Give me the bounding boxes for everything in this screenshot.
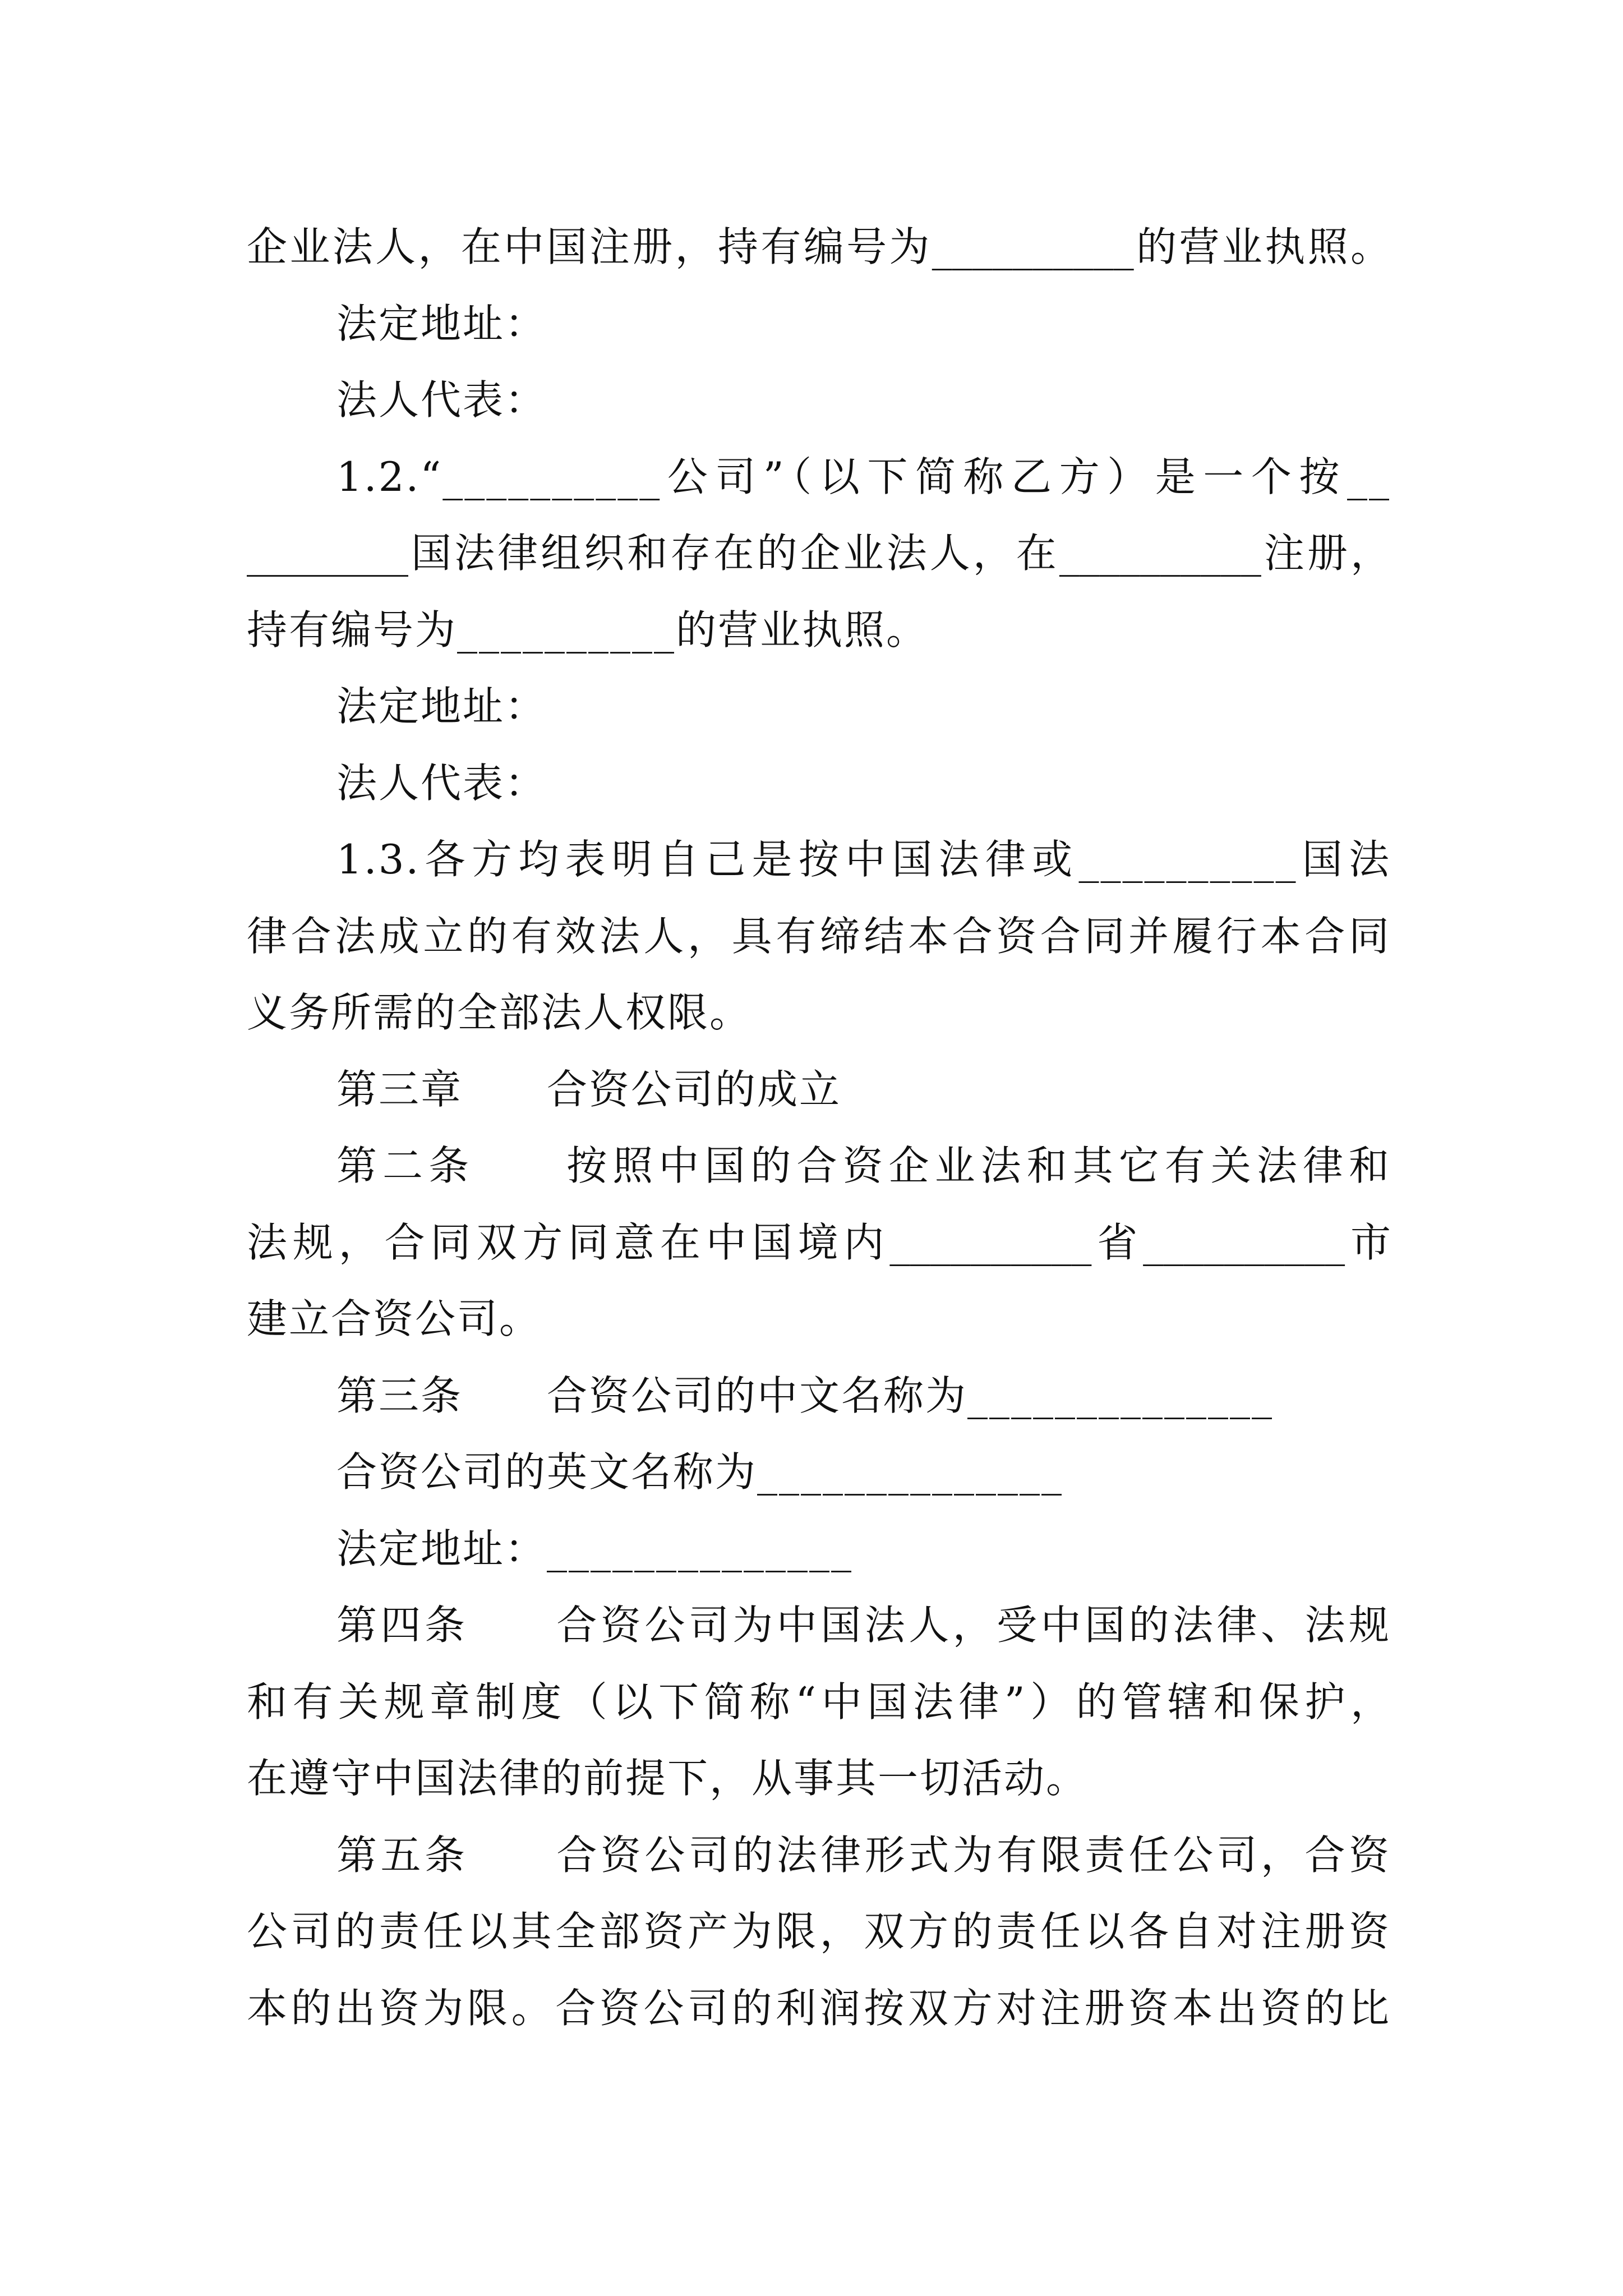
text-line: 法人代表： — [336, 760, 547, 807]
text-line: 义务所需的全部法人权限。 — [247, 989, 752, 1036]
chapter-heading: 第三章 合资公司的成立 — [336, 1066, 842, 1113]
text-line: 法规，合同双方同意在中国境内__________省__________市 — [247, 1219, 1391, 1266]
text-line: 第二条 按照中国的合资企业法和其它有关法律和 — [336, 1142, 1391, 1189]
text-line: 合资公司的英文名称为______________ — [336, 1448, 1064, 1496]
text-line: 和有关规章制度（以下简称“中国法律”）的管辖和保护， — [247, 1678, 1391, 1726]
text-line: 第五条 合资公司的法律形式为有限责任公司，合资 — [336, 1832, 1391, 1879]
text-line: 1.3.各方均表明自己是按中国法律或__________国法 — [336, 836, 1391, 883]
text-line: 本的出资为限。合资公司的利润按双方对注册资本出资的比 — [247, 1985, 1391, 2032]
text-line: 企业法人，在中国注册，持有编号为__________的营业执照。 — [247, 223, 1391, 270]
text-line: 法人代表： — [336, 376, 547, 424]
text-line: 法定地址：______________ — [336, 1525, 854, 1572]
text-line: ________国法律组织和存在的企业法人，在__________注册， — [247, 530, 1391, 577]
text-line: 律合法成立的有效法人，具有缔结本合资合同并履行本合同 — [247, 913, 1391, 960]
text-line: 第四条 合资公司为中国法人，受中国的法律、法规 — [336, 1602, 1391, 1649]
text-line: 建立合资公司。 — [247, 1295, 542, 1342]
text-line: 在遵守中国法律的前提下，从事其一切活动。 — [247, 1755, 1089, 1802]
text-line: 法定地址： — [336, 683, 547, 730]
text-line: 公司的责任以其全部资产为限，双方的责任以各自对注册资 — [247, 1908, 1391, 1955]
text-line: 第三条 合资公司的中文名称为______________ — [336, 1372, 1274, 1419]
text-line: 法定地址： — [336, 300, 547, 347]
text-line: 持有编号为__________的营业执照。 — [247, 606, 929, 654]
text-line: 1.2.“__________公司”（以下简称乙方）是一个按__ — [336, 453, 1391, 500]
